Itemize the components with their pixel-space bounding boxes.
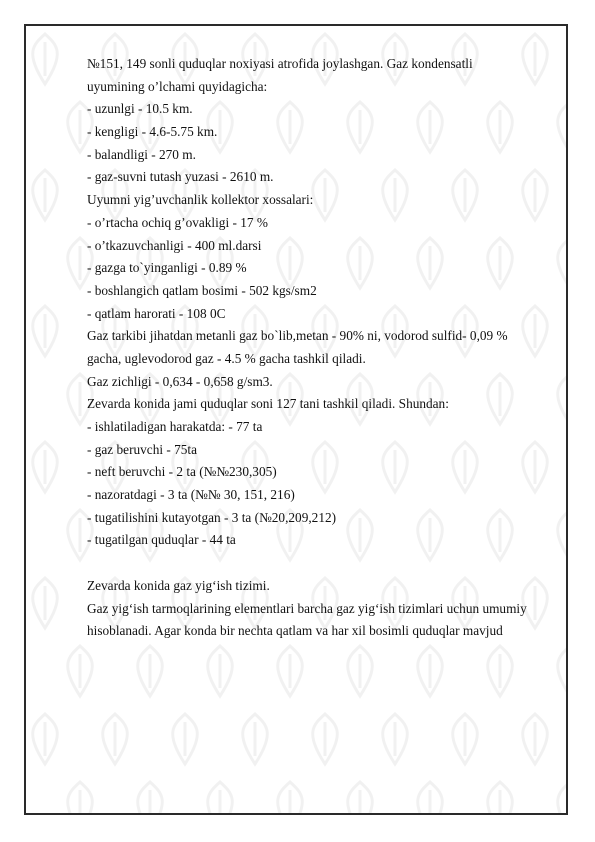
text-line: - qatlam harorati - 108 0C: [87, 305, 226, 321]
text-line: Gaz zichligi - 0,634 - 0,658 g/sm3.: [87, 373, 273, 389]
text-line: - uzunlgi - 10.5 km.: [87, 101, 193, 117]
text-line: - balandligi - 270 m.: [87, 146, 196, 162]
text-line: gacha, uglevodorod gaz - 4.5 % gacha tashkil qiladi.: [87, 350, 366, 366]
blank-line: [87, 552, 557, 575]
text-line: hisoblanadi. Agar konda bir nechta qatlam va har xil bosimli quduqlar mavjud: [87, 623, 503, 639]
text-line: - gazga to`yinganligi - 0.89 %: [87, 260, 247, 276]
section-heading: Uyumni yig’uvchanlik kollektor xossalari:: [87, 192, 314, 208]
text-line: Gaz tarkibi jihatdan metanli gaz bo`lib,metan - 90% ni, vodorod sulfid- 0,09 %: [87, 328, 508, 344]
text-line: - gaz-suvni tutash yuzasi - 2610 m.: [87, 169, 274, 185]
text-line: uyumining o’lchami quyidagicha:: [87, 78, 268, 94]
text-line: - o’tkazuvchanligi - 400 ml.darsi: [87, 237, 262, 253]
text-line: - tugatilishini kutayotgan - 3 ta (№20,209,212): [87, 509, 337, 525]
text-line: - kengligi - 4.6-5.75 km.: [87, 124, 218, 140]
text-line: - gaz beruvchi - 75ta: [87, 441, 198, 457]
text-line: - nazoratdagi - 3 ta (№№ 30, 151, 216): [87, 487, 295, 503]
text-line: - boshlangich qatlam bosimi - 502 kgs/sm2: [87, 282, 317, 298]
text-line: - neft beruvchi - 2 ta (№№230,305): [87, 464, 277, 480]
text-line: - tugatilgan quduqlar - 44 ta: [87, 532, 236, 548]
text-line: - o’rtacha ochiq g’ovakligi - 17 %: [87, 214, 268, 230]
text-line: Gaz yig‘ish tarmoqlarining elementlari barcha gaz yig‘ish tizimlari uchun umumiy: [87, 600, 527, 616]
document-body: [87, 53, 557, 643]
text-line: Zevarda konida jami quduqlar soni 127 tani tashkil qiladi. Shundan:: [87, 396, 449, 412]
text-line: - ishlatiladigan harakatda: - 77 ta: [87, 419, 263, 434]
section-heading: Zevarda konida gaz yig‘ish tizimi.: [87, 577, 270, 593]
text-line: №151, 149 sonli quduqlar noxiyasi atrofida joylashgan. Gaz kondensatli: [87, 56, 473, 71]
